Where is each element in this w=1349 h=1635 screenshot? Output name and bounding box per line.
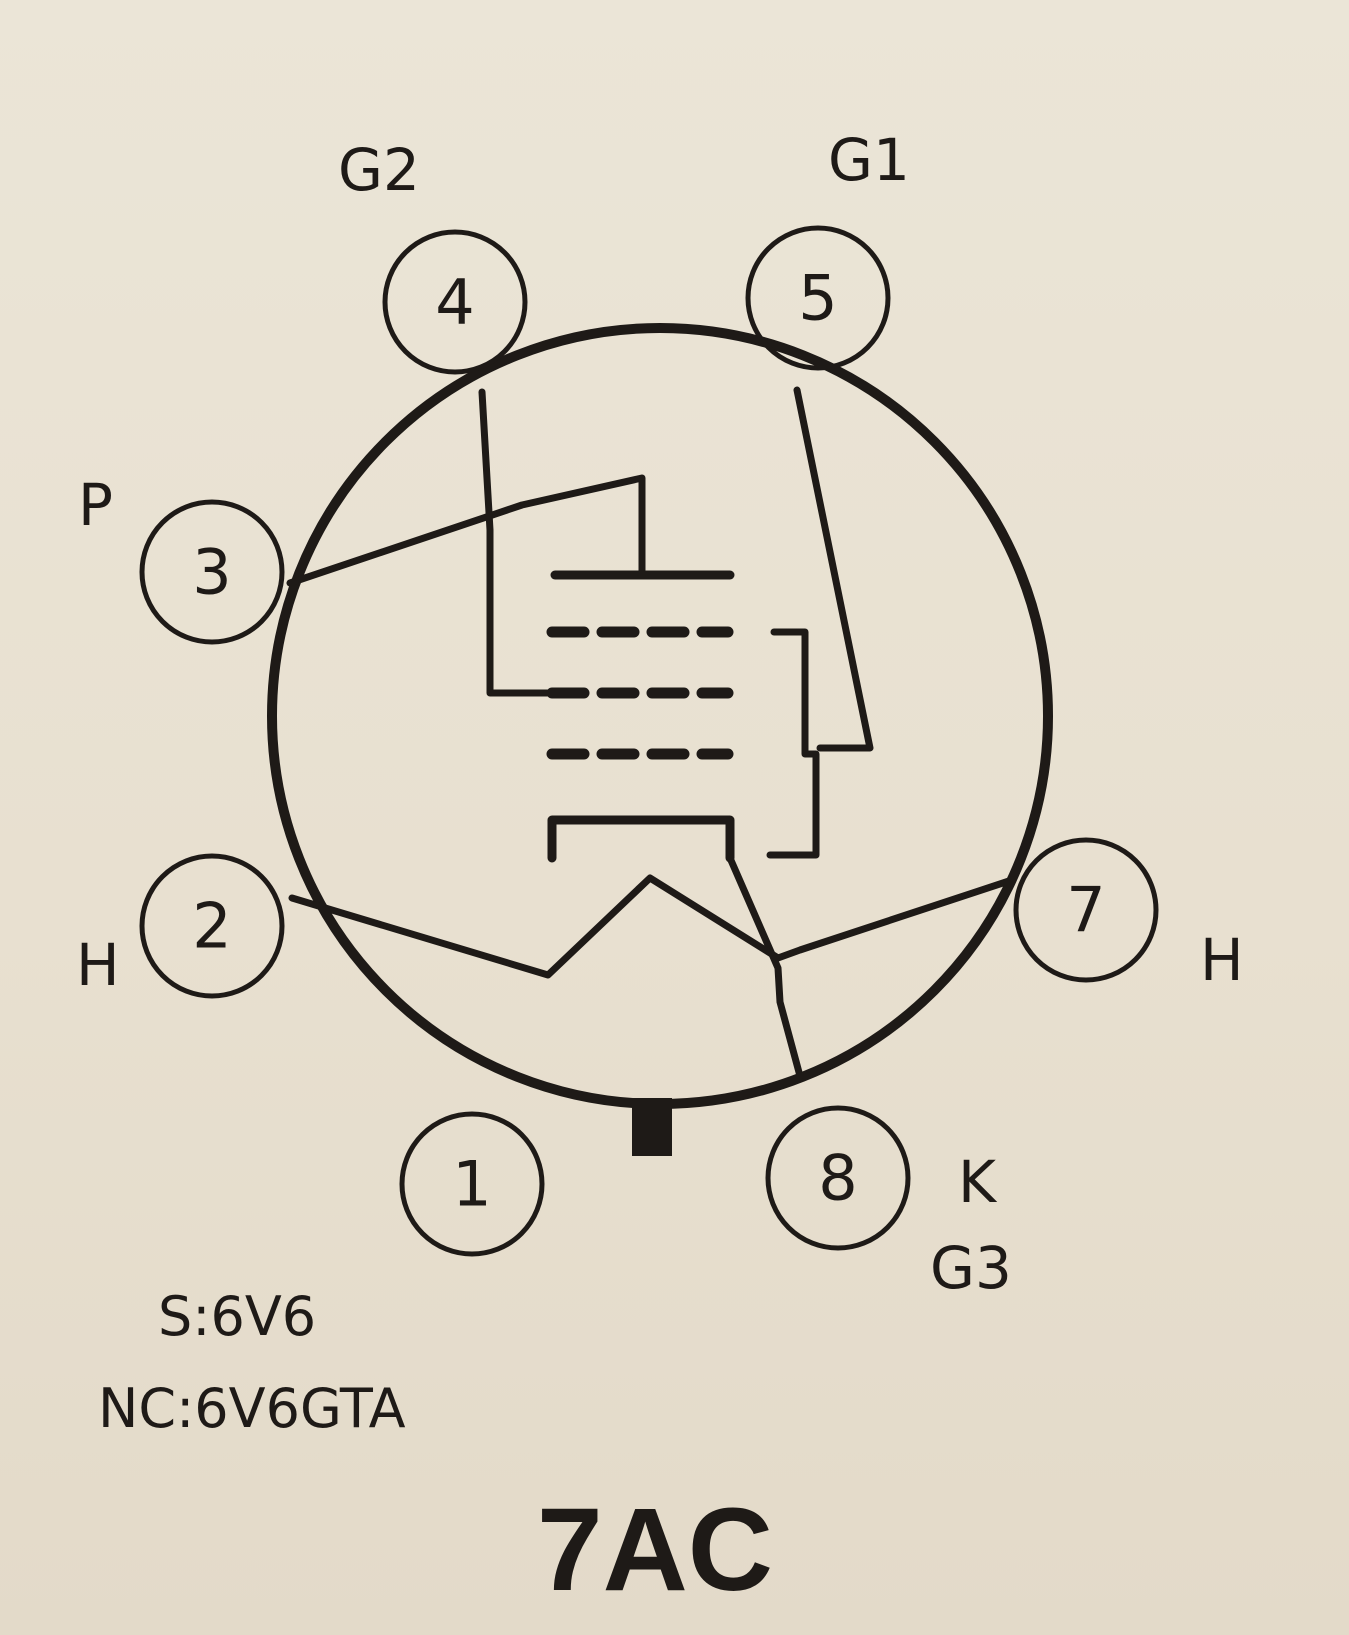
base-key-tab: [632, 1098, 672, 1156]
pin-8: [768, 1108, 908, 1248]
tube-envelope: [272, 328, 1048, 1104]
pin-7-label: H: [1200, 926, 1244, 994]
heater-filament: [292, 878, 1012, 975]
pin-5-number: 5: [798, 261, 838, 335]
pin-4-number: 4: [435, 265, 475, 339]
pin-2: [142, 856, 282, 996]
pin-3-label: P: [78, 471, 113, 539]
pin-1: [402, 1114, 542, 1254]
grid-2-electrode: [482, 392, 728, 693]
pin-8-label-2: G3: [930, 1234, 1012, 1302]
grid-1-electrode: [552, 390, 870, 748]
pin-4: [385, 232, 525, 372]
pin-8-number: 8: [818, 1141, 858, 1215]
pin-5-label: G1: [828, 126, 910, 194]
pin-4-label: G2: [338, 136, 420, 204]
standard-model-note: S:6V6: [158, 1285, 317, 1348]
pin-2-label: H: [76, 931, 120, 999]
pin-8-label: K: [958, 1148, 997, 1216]
pin-3: [142, 502, 282, 642]
nc-model-note: NC:6V6GTA: [98, 1377, 406, 1440]
base-code-title: 7AC: [536, 1484, 774, 1616]
pin-7-number: 7: [1066, 873, 1106, 947]
pin-5: [748, 228, 888, 368]
pin-1-number: 1: [452, 1147, 492, 1221]
pin-7: [1016, 840, 1156, 980]
pin-2-number: 2: [192, 889, 232, 963]
plate-electrode: [290, 478, 730, 583]
pin-3-number: 3: [192, 535, 232, 609]
